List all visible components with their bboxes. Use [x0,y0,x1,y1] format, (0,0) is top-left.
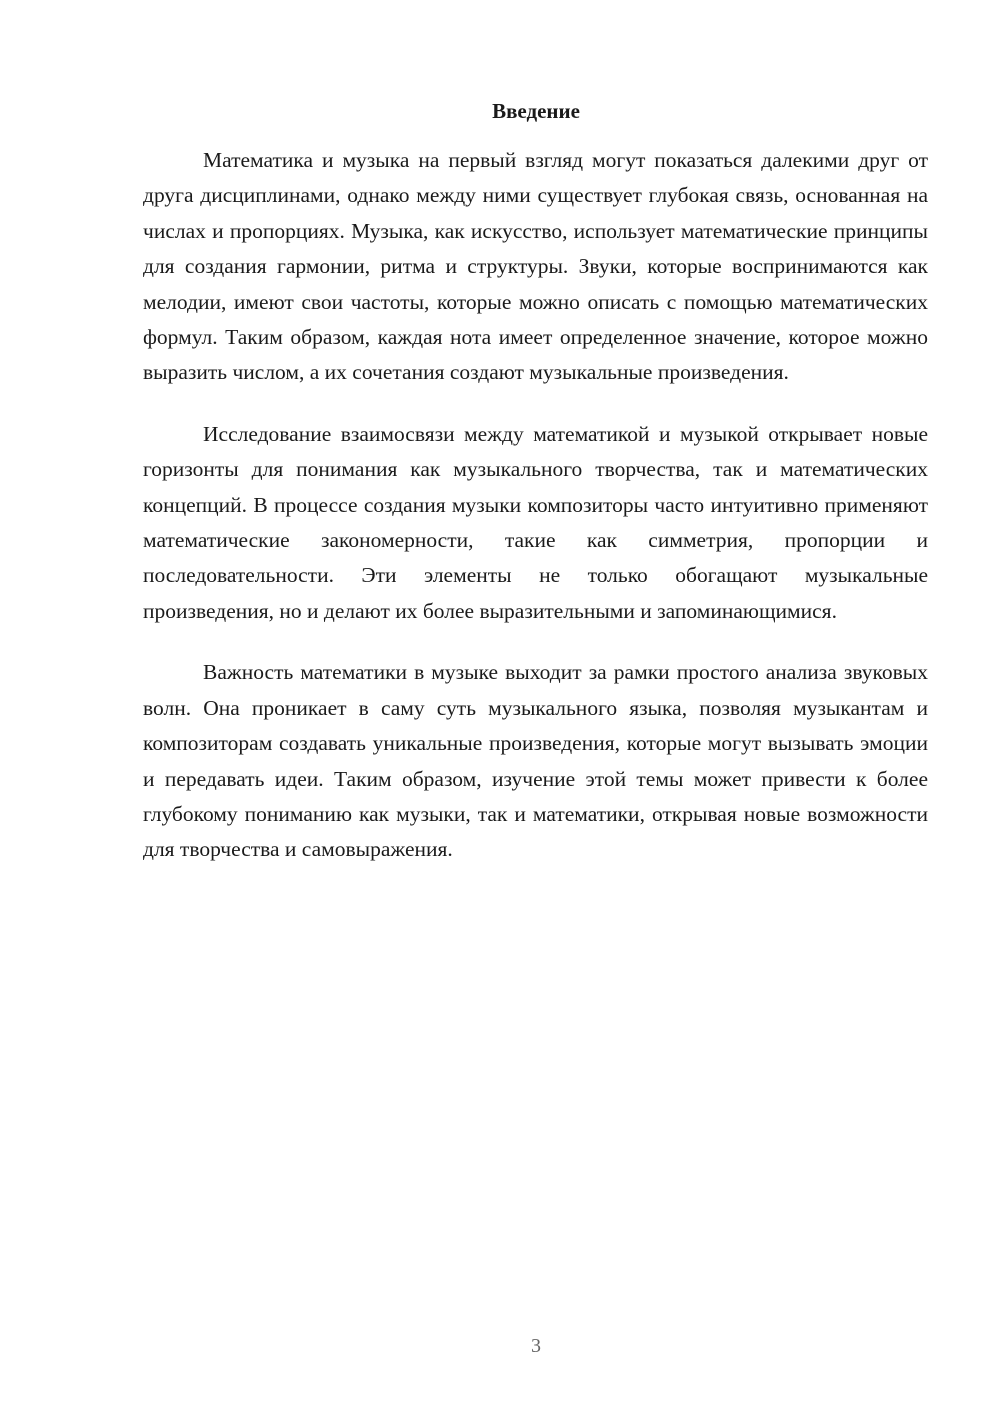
section-heading: Введение [492,99,580,123]
body-text [143,143,928,894]
page-number: 3 [531,1335,541,1357]
paragraph-1: Математика и музыка на первый взгляд могут показаться далекими друг от друга дисциплинами, однако между ними существует глубокая связь, основанная на числах и пропорциях. Музыка, как искусство, использует математические принципы для создания гармонии, ритма и структуры. Звуки, которые воспринимаются как мелодии, имеют свои частоты, которые можно описать с помощью математических формул. Таким образом, каждая нота имеет определенное значение, которое можно выразить числом, а их сочетания создают музыкальные произведения. [143,148,928,385]
paragraph-3: Важность математики в музыке выходит за рамки простого анализа звуковых волн. Она проникает в саму суть музыкального языка, позволяя музыкантам и композиторам создавать уникальные произведения, которые могут вызывать эмоции и передавать идеи. Таким образом, изучение этой темы может привести к более глубокому пониманию как музыки, так и математики, открывая новые возможности для творчества и самовыражения. [143,660,928,862]
paragraph-2: Исследование взаимосвязи между математикой и музыкой открывает новые горизонты для понимания как музыкального творчества, так и математических концепций. В процессе создания музыки композиторы часто интуитивно применяют математические закономерности, такие как симметрия, пропорции и последовательности. Эти элементы не только обогащают музыкальные произведения, но и делают их более выразительными и запоминающимися. [143,421,928,623]
